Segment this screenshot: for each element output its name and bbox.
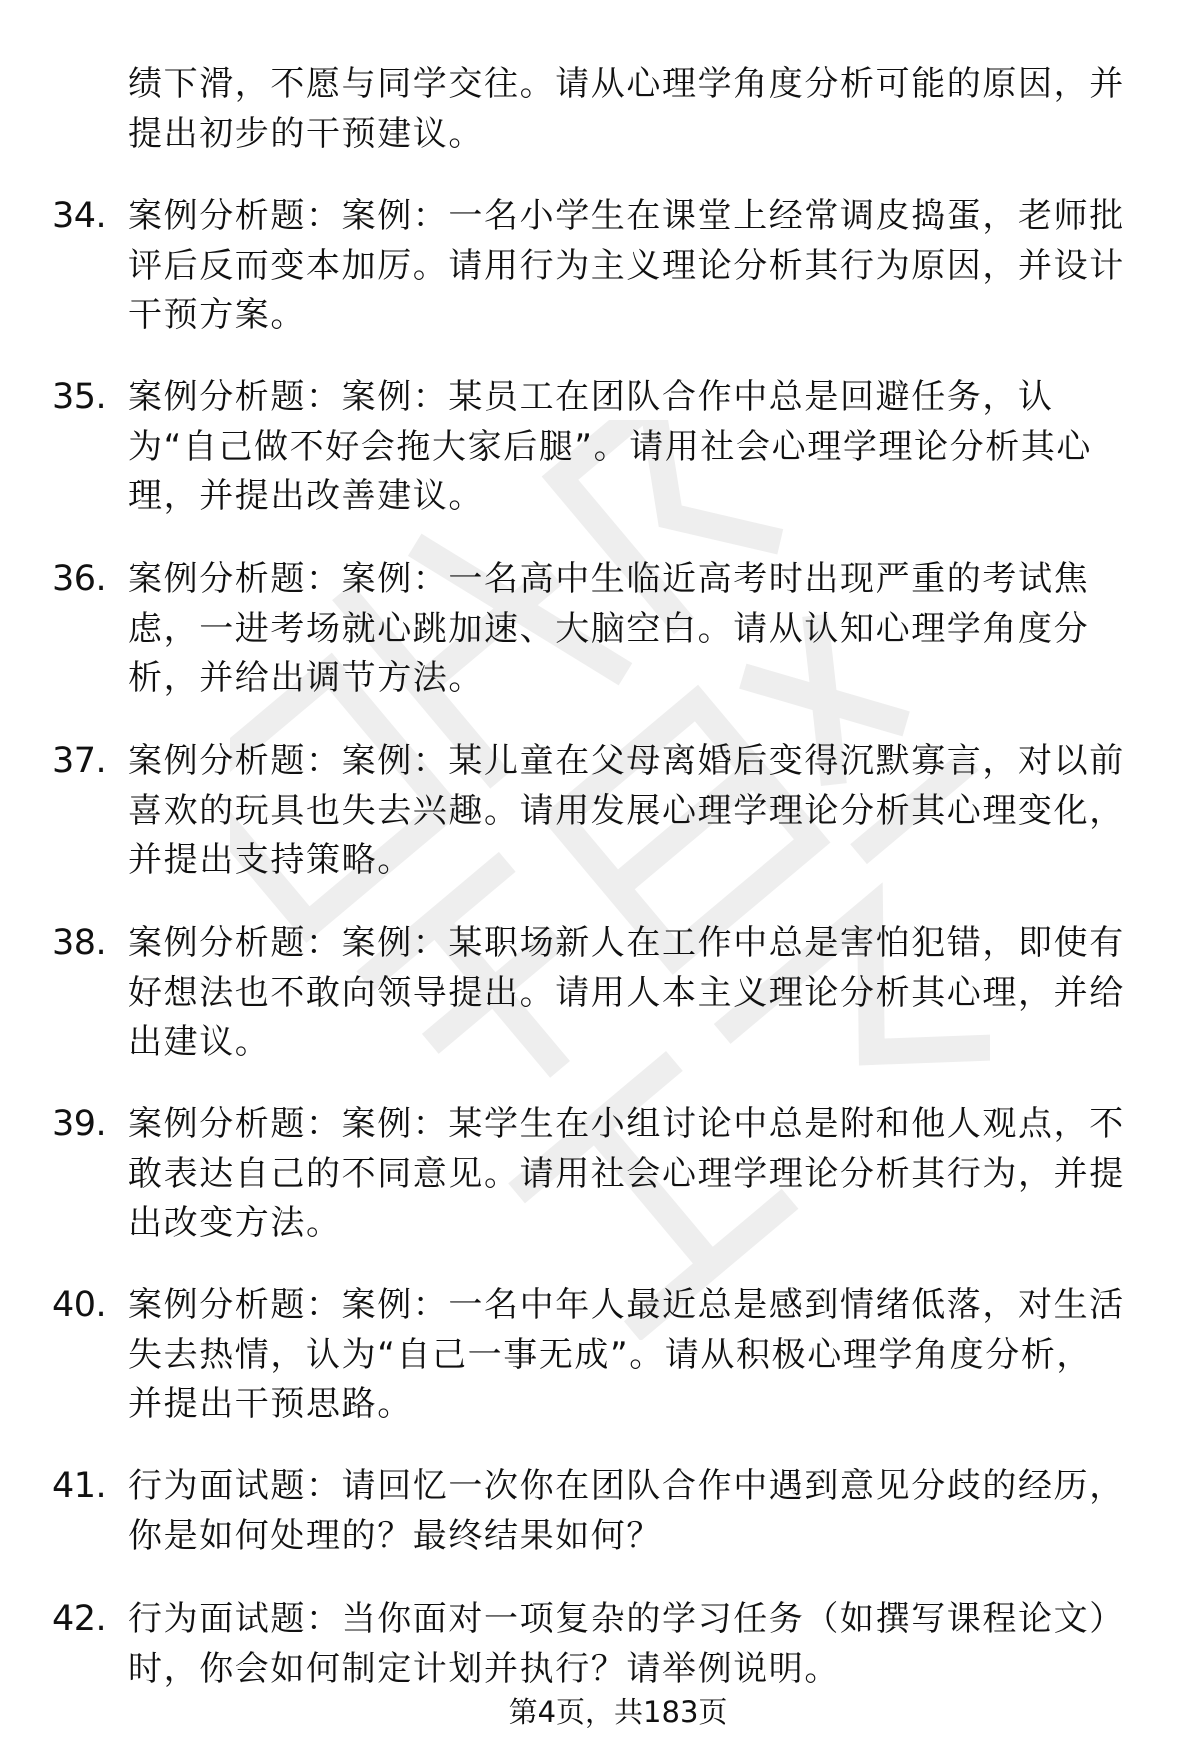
text-line: 时，你会如何制定计划并执行？请举例说明。 — [128, 1648, 840, 1689]
text-line: 案例分析题：案例：某儿童在父母离婚后变得沉默寡言，对以前 — [128, 741, 1125, 781]
text-line: 行为面试题：当你面对一项复杂的学习任务（如撰写课程论文） — [128, 1599, 1125, 1639]
text-line: 并提出干预思路。 — [128, 1384, 413, 1424]
question-text — [128, 60, 1168, 159]
question-number: 37. — [52, 741, 107, 781]
question-text — [128, 555, 1168, 704]
question-number: 35. — [52, 377, 107, 417]
text-line: 干预方案。 — [128, 295, 306, 335]
text-line: 失去热情，认为“自己一事无成”。请从积极心理学角度分析， — [128, 1334, 1093, 1375]
text-line: 好想法也不敢向领导提出。请用人本主义理论分析其心理，并给 — [128, 972, 1125, 1013]
question-text — [128, 1462, 1168, 1561]
text-line: 理，并提出改善建议。 — [128, 476, 484, 516]
question-number: 38. — [52, 923, 107, 963]
text-line: 案例分析题：案例：某职场新人在工作中总是害怕犯错，即使有 — [128, 923, 1125, 963]
text-line: 喜欢的玩具也失去兴趣。请用发展心理学理论分析其心理变化， — [128, 790, 1125, 831]
question-text — [128, 1595, 1168, 1694]
question-text — [128, 919, 1168, 1068]
text-line: 敢表达自己的不同意见。请用社会心理学理论分析其行为，并提 — [128, 1153, 1125, 1194]
text-line: 析，并给出调节方法。 — [128, 658, 484, 698]
question-number: 41. — [52, 1466, 107, 1506]
text-line: 虑，一进考场就心跳加速、大脑空白。请从认知心理学角度分 — [128, 608, 1090, 649]
text-line: 出改变方法。 — [128, 1203, 342, 1243]
question-text — [128, 1100, 1168, 1249]
text-line: 提出初步的干预建议。 — [128, 113, 484, 154]
text-line: 并提出支持策略。 — [128, 840, 413, 880]
text-line: 案例分析题：案例：一名小学生在课堂上经常调皮捣蛋，老师批 — [128, 196, 1125, 236]
text-line: 案例分析题：案例：一名中年人最近总是感到情绪低落，对生活 — [128, 1285, 1125, 1325]
text-line: 为“自己做不好会拖大家后腿”。请用社会心理学理论分析其心 — [128, 426, 1093, 467]
question-number: 39. — [52, 1104, 107, 1144]
text-line: 评后反而变本加厉。请用行为主义理论分析其行为原因，并设计 — [128, 245, 1125, 286]
question-number: 42. — [52, 1599, 107, 1639]
text-line: 你是如何处理的？最终结果如何？ — [128, 1515, 662, 1556]
text-line: 案例分析题：案例：某员工在团队合作中总是回避任务，认 — [128, 377, 1054, 417]
question-text — [128, 1281, 1168, 1430]
text-line: 绩下滑，不愿与同学交往。请从心理学角度分析可能的原因，并 — [128, 64, 1125, 104]
page-indicator: 第4页，共183页 — [508, 1695, 728, 1729]
question-text — [128, 737, 1168, 886]
text-line: 案例分析题：案例：一名高中生临近高考时出现严重的考试焦 — [128, 559, 1090, 599]
question-number: 40. — [52, 1285, 107, 1325]
question-text — [128, 192, 1168, 341]
text-line: 出建议。 — [128, 1022, 271, 1062]
question-number: 36. — [52, 559, 107, 599]
question-text — [128, 373, 1168, 522]
text-line: 案例分析题：案例：某学生在小组讨论中总是附和他人观点，不 — [128, 1104, 1125, 1144]
text-line: 行为面试题：请回忆一次你在团队合作中遇到意见分歧的经历， — [128, 1466, 1125, 1506]
question-number: 34. — [52, 196, 107, 236]
